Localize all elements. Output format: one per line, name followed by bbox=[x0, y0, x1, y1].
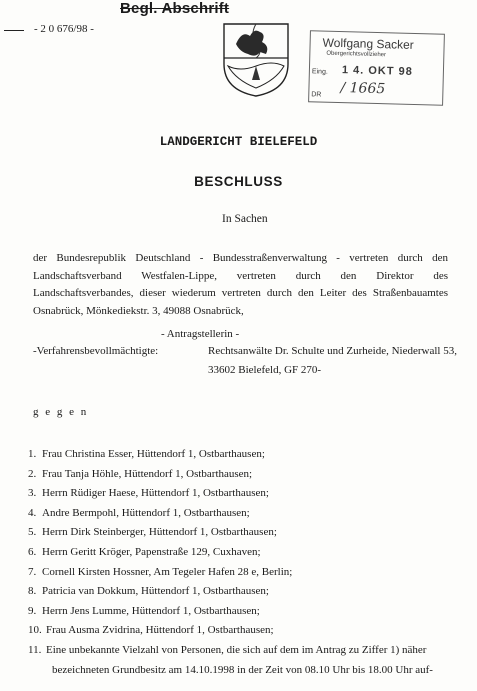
list-item-continuation: bezeichneten Grundbesitz am 14.10.1998 in der Zeit von 08.10 Uhr bis 18.00 Uhr auf- bbox=[52, 663, 433, 676]
counsel-label: -Verfahrensbevollmächtigte: bbox=[33, 345, 159, 357]
in-re-heading: In Sachen bbox=[222, 213, 268, 225]
file-number: - 2 0 676/98 - bbox=[34, 23, 94, 35]
list-item: 1. Frau Christina Esser, Hüttendorf 1, Ostbarthausen; bbox=[28, 448, 265, 460]
certified-copy-stamp bbox=[120, 0, 229, 17]
applicant-role: - Antragstellerin - bbox=[161, 328, 240, 340]
applicant-paragraph: der Bundesrepublik Deutschland - Bundesstraßenverwaltung - vertreten durch den Landschaftsverband Westfalen-Lippe, vertreten durch den Direktor des Landschaftsverbandes, dieser wiederum vertreten durch den Leiter des Straßenbauamtes Osnabrück, Mönkediekstr. 3, 49088 Osnabrück, bbox=[33, 252, 448, 317]
list-item: 7. Cornell Kirsten Hossner, Am Tegeler Hafen 28 e, Berlin; bbox=[28, 565, 293, 578]
respondent-list bbox=[28, 445, 458, 680]
stamp-dr-label: DR bbox=[311, 91, 322, 99]
stamp-name: Wolfgang Sacker bbox=[322, 35, 414, 52]
list-item: 2. Frau Tanja Höhle, Hüttendorf 1, Ostbarthausen; bbox=[28, 467, 253, 480]
court-name: LANDGERICHT BIELEFELD bbox=[159, 135, 318, 149]
certified-copy-text: Begl. Abschrift bbox=[120, 0, 230, 17]
list-item: 3. Herrn Rüdiger Haese, Hüttendorf 1, Ostbarthausen; bbox=[28, 487, 269, 500]
stamp-handwritten-number: / 1665 bbox=[340, 80, 386, 98]
list-item: 8. Patricia van Dokkum, Hüttendorf 1, Ostbarthausen; bbox=[28, 585, 269, 598]
stamp-date: 1 4. OKT 98 bbox=[341, 64, 413, 78]
list-item: 6. Herrn Geritt Kröger, Papenstraße 129, Cuxhaven; bbox=[28, 545, 261, 558]
list-item: 5. Herrn Dirk Steinberger, Hüttendorf 1, Ostbarthausen; bbox=[28, 526, 277, 539]
list-item: 4. Andre Bermpohl, Hüttendorf 1, Ostbarthausen; bbox=[28, 506, 250, 519]
counsel-line-1: Rechtsanwälte Dr. Schulte und Zurheide, Niederwall 53, bbox=[208, 345, 457, 357]
against-heading: g e g e n bbox=[33, 406, 89, 418]
document-type: BESCHLUSS bbox=[194, 174, 283, 189]
nrw-coat-of-arms-icon bbox=[220, 20, 292, 98]
list-item: 11. Eine unbekannte Vielzahl von Personen, die sich auf dem im Antrag zu Ziffer 1) näher bbox=[28, 643, 427, 656]
list-item: 10. Frau Ausma Zvidrina, Hüttendorf 1, Ostbarthausen; bbox=[28, 624, 274, 637]
list-item: 9. Herrn Jens Lumme, Hüttendorf 1, Ostbarthausen; bbox=[28, 604, 260, 617]
stamp-received-label: Eing. bbox=[311, 68, 328, 76]
counsel-line-2: 33602 Bielefeld, GF 270- bbox=[208, 364, 322, 376]
margin-rule bbox=[4, 30, 24, 31]
receipt-stamp bbox=[308, 30, 445, 106]
stamp-subtitle: Obergerichtsvollzieher bbox=[326, 50, 387, 59]
